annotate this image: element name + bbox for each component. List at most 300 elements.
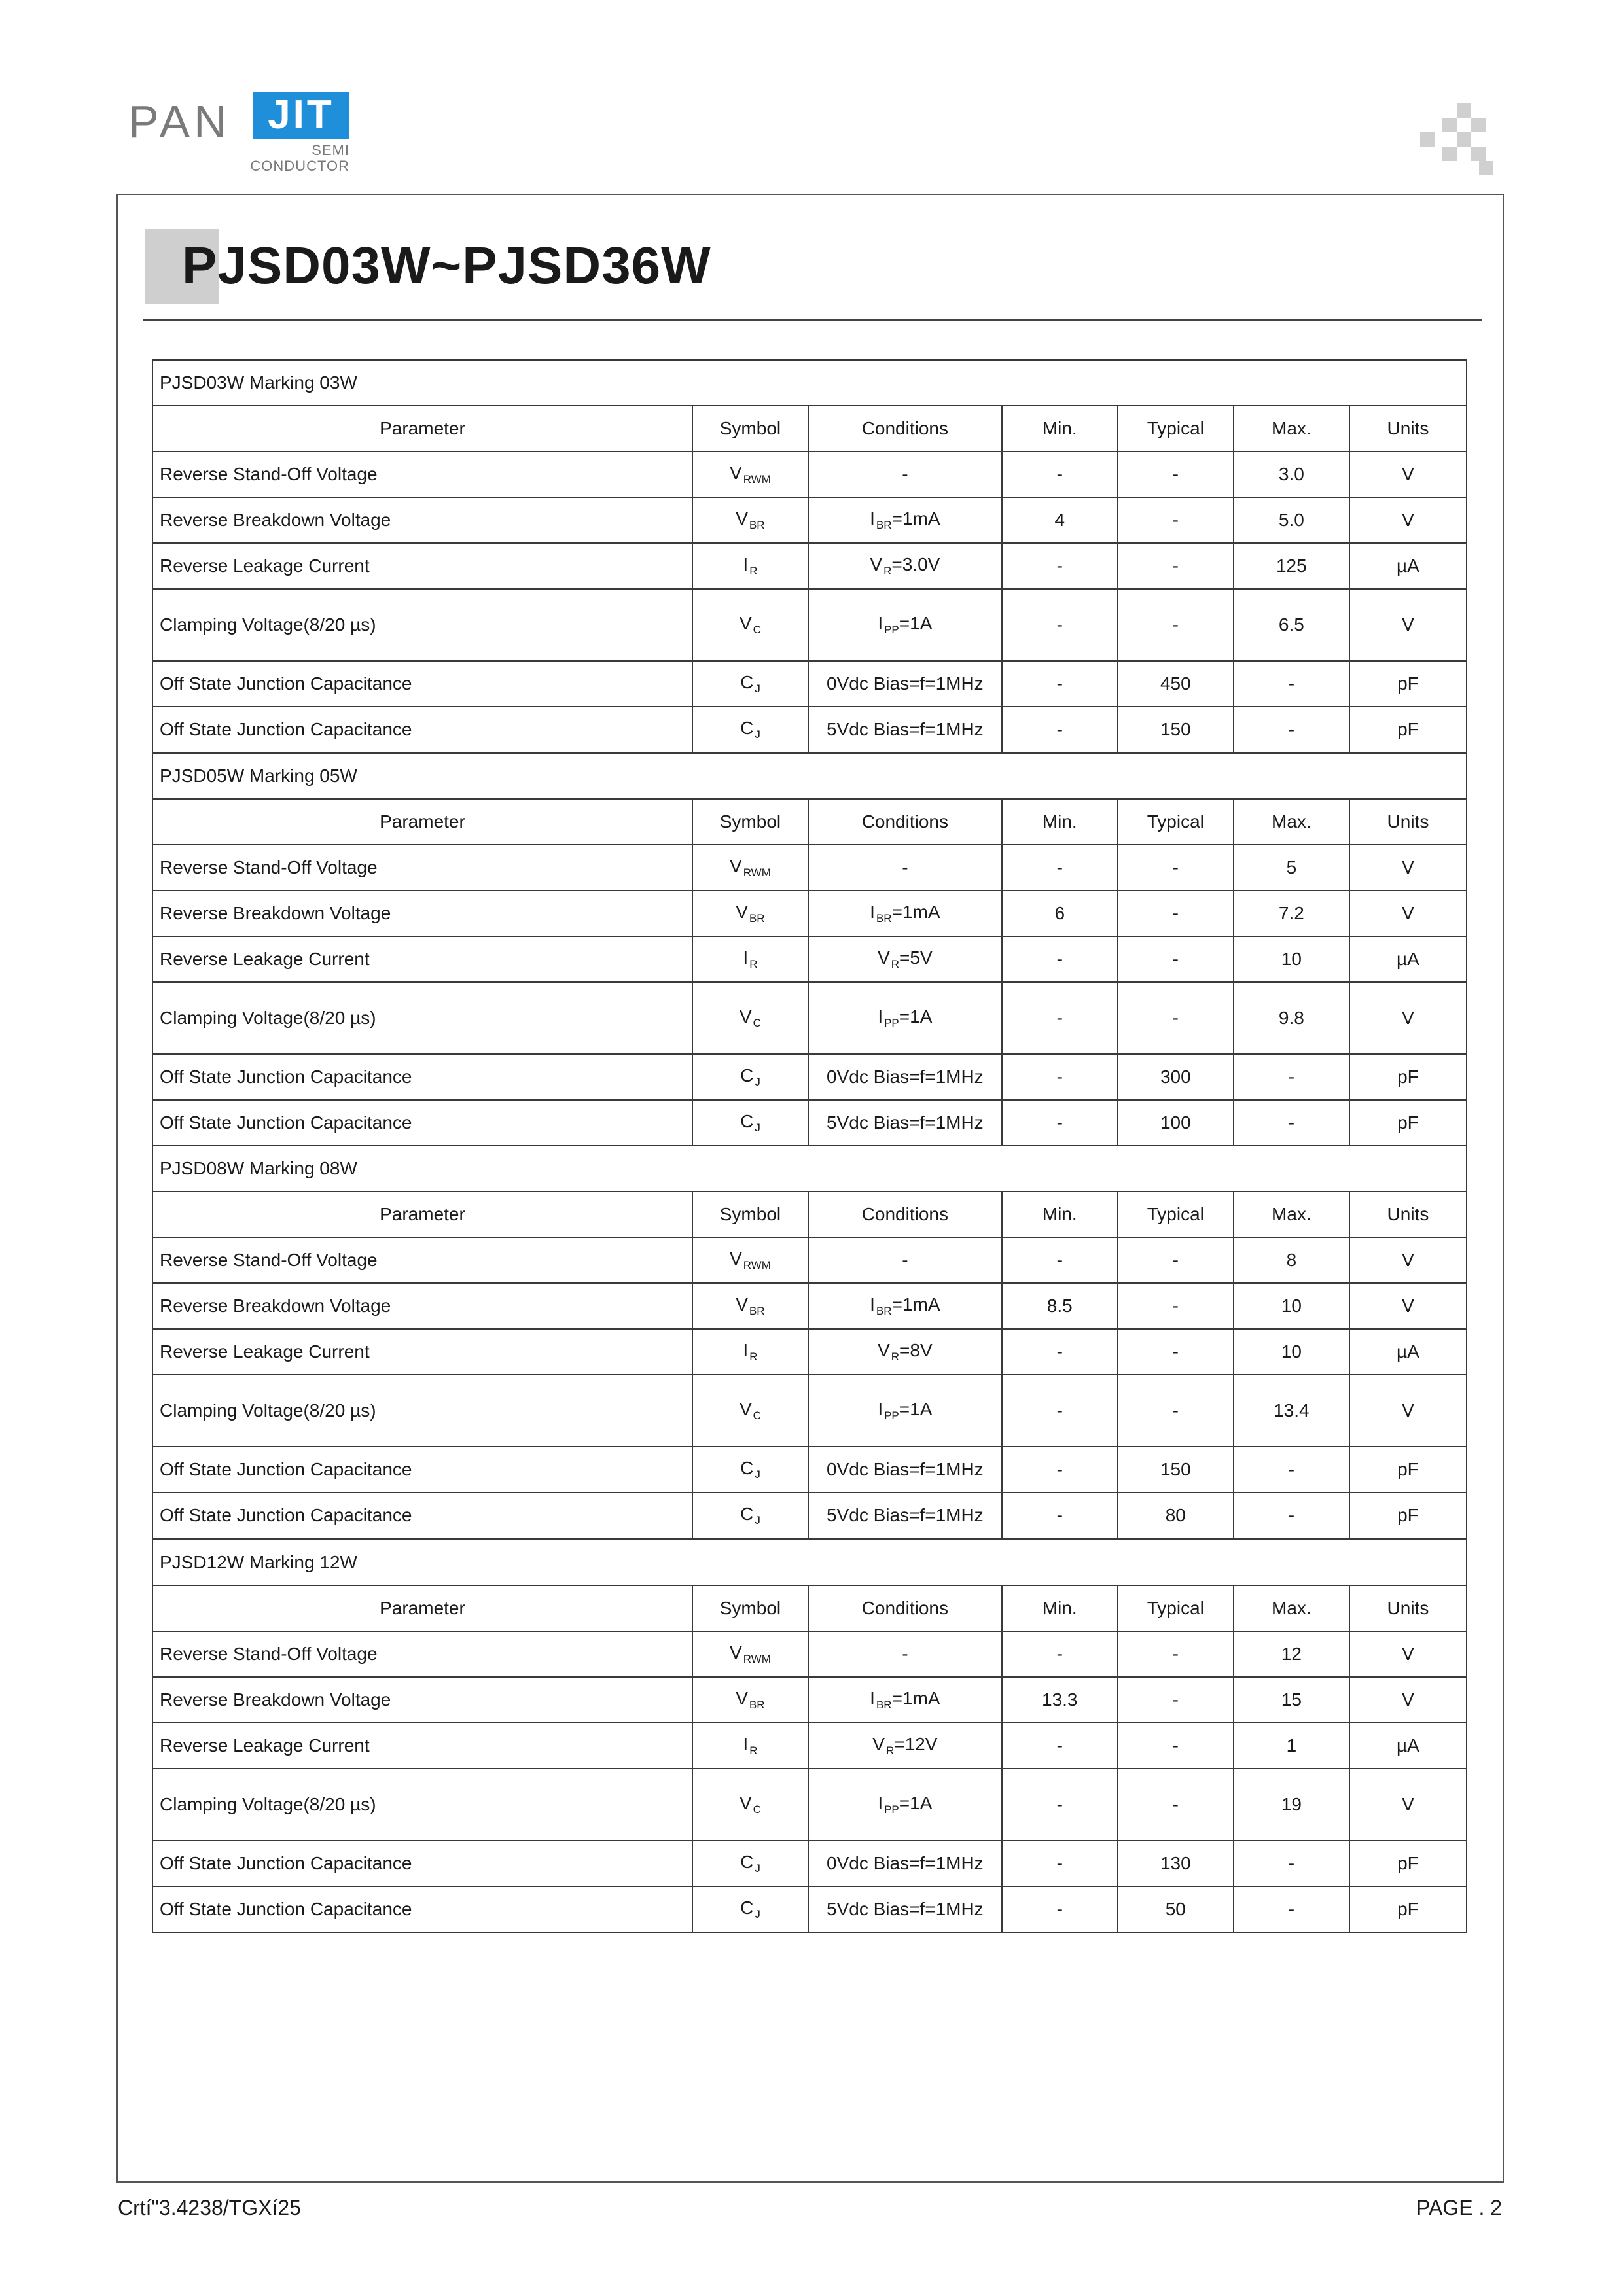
typ-cell: 450 (1118, 661, 1234, 707)
unit-cell: V (1349, 497, 1467, 543)
min-cell: 6 (1002, 891, 1118, 936)
logo-tagline-line-2: CONDUCTOR (250, 158, 349, 174)
condition-value: =12V (894, 1734, 938, 1754)
typ-cell: - (1118, 1329, 1234, 1375)
table-row (152, 1677, 1467, 1723)
typ-cell: - (1118, 1677, 1234, 1723)
unit-cell: V (1349, 1769, 1467, 1841)
column-header: Min. (1002, 799, 1118, 845)
condition-value: =5V (899, 947, 933, 968)
parameter-cell: Off State Junction Capacitance (152, 1492, 692, 1538)
conditions-cell (808, 845, 1002, 891)
table-row (152, 1841, 1467, 1886)
table-row (152, 1886, 1467, 1932)
panjit-logo (128, 92, 364, 177)
symbol-main: V (739, 1793, 752, 1813)
min-cell: - (1002, 1769, 1118, 1841)
condition-main: V (870, 554, 883, 574)
table-row (152, 1283, 1467, 1329)
conditions-cell (808, 891, 1002, 936)
condition-main: V (878, 1340, 890, 1360)
table-row (152, 1769, 1467, 1841)
condition-value: =1mA (891, 902, 940, 922)
symbol-main: C (740, 1458, 754, 1478)
unit-cell: pF (1349, 1054, 1467, 1100)
column-header: Conditions (808, 1192, 1002, 1237)
max-cell: 12 (1234, 1631, 1349, 1677)
logo-tagline (220, 143, 349, 174)
unit-cell: pF (1349, 1492, 1467, 1538)
min-cell: - (1002, 543, 1118, 589)
symbol-subscript: BR (749, 1305, 765, 1317)
typ-cell: - (1118, 1769, 1234, 1841)
max-cell: 8 (1234, 1237, 1349, 1283)
symbol-main: I (743, 947, 749, 968)
typ-cell: 130 (1118, 1841, 1234, 1886)
symbol-cell (692, 543, 808, 589)
condition-main: - (902, 464, 908, 484)
symbol-main: I (743, 554, 749, 574)
min-cell: - (1002, 707, 1118, 752)
column-header: Parameter (152, 406, 692, 451)
max-cell: 7.2 (1234, 891, 1349, 936)
typ-cell: 50 (1118, 1886, 1234, 1932)
min-cell: - (1002, 1841, 1118, 1886)
symbol-subscript: BR (749, 519, 765, 531)
min-cell: - (1002, 1723, 1118, 1769)
symbol-subscript: C (753, 1409, 761, 1422)
column-header: Min. (1002, 1585, 1118, 1631)
condition-subscript: BR (876, 1305, 892, 1317)
conditions-cell (808, 1841, 1002, 1886)
symbol-subscript: RWM (743, 866, 771, 879)
min-cell: - (1002, 1237, 1118, 1283)
parameter-cell: Off State Junction Capacitance (152, 1886, 692, 1932)
spec-table (152, 1145, 1467, 1539)
typ-cell: - (1118, 1631, 1234, 1677)
max-cell: 5.0 (1234, 497, 1349, 543)
symbol-main: V (730, 856, 742, 876)
min-cell: - (1002, 1447, 1118, 1492)
parameter-cell: Reverse Stand-Off Voltage (152, 451, 692, 497)
min-cell: - (1002, 1100, 1118, 1146)
unit-cell: V (1349, 1677, 1467, 1723)
symbol-main: V (739, 1006, 752, 1027)
symbol-subscript: C (753, 624, 761, 636)
min-cell: - (1002, 936, 1118, 982)
column-header: Max. (1234, 799, 1349, 845)
typ-cell: 150 (1118, 1447, 1234, 1492)
symbol-cell (692, 1769, 808, 1841)
table-caption: PJSD05W Marking 05W (152, 753, 1467, 799)
symbol-subscript: BR (749, 1699, 765, 1711)
condition-value: =1mA (891, 508, 940, 529)
max-cell: 3.0 (1234, 451, 1349, 497)
symbol-main: C (740, 1898, 754, 1918)
unit-cell: pF (1349, 707, 1467, 752)
condition-main: 0Vdc Bias=f=1MHz (827, 673, 984, 694)
typ-cell: 300 (1118, 1054, 1234, 1100)
symbol-main: C (740, 1065, 754, 1086)
symbol-cell (692, 936, 808, 982)
min-cell: - (1002, 1054, 1118, 1100)
conditions-cell (808, 936, 1002, 982)
typ-cell: 150 (1118, 707, 1234, 752)
parameter-cell: Off State Junction Capacitance (152, 1054, 692, 1100)
conditions-cell (808, 543, 1002, 589)
typ-cell: - (1118, 1237, 1234, 1283)
column-header: Conditions (808, 1585, 1002, 1631)
symbol-subscript: J (755, 1908, 760, 1920)
max-cell: 19 (1234, 1769, 1349, 1841)
condition-subscript: BR (876, 1699, 892, 1711)
max-cell: - (1234, 707, 1349, 752)
condition-main: 0Vdc Bias=f=1MHz (827, 1459, 984, 1479)
min-cell: - (1002, 1329, 1118, 1375)
column-header: Min. (1002, 1192, 1118, 1237)
symbol-cell (692, 589, 808, 661)
condition-value: =1A (899, 613, 933, 633)
symbol-subscript: J (755, 1514, 760, 1527)
unit-cell: µA (1349, 543, 1467, 589)
table-row (152, 497, 1467, 543)
condition-main: - (902, 857, 908, 877)
parameter-cell: Reverse Breakdown Voltage (152, 1677, 692, 1723)
typ-cell: - (1118, 1375, 1234, 1447)
conditions-cell (808, 1100, 1002, 1146)
symbol-cell (692, 1886, 808, 1932)
conditions-cell (808, 1631, 1002, 1677)
table-caption: PJSD08W Marking 08W (152, 1146, 1467, 1192)
parameter-cell: Off State Junction Capacitance (152, 1841, 692, 1886)
parameter-cell: Off State Junction Capacitance (152, 707, 692, 752)
max-cell: - (1234, 661, 1349, 707)
symbol-subscript: RWM (743, 1259, 771, 1271)
symbol-subscript: C (753, 1803, 761, 1816)
condition-subscript: R (891, 958, 900, 970)
symbol-main: C (740, 672, 754, 692)
max-cell: 9.8 (1234, 982, 1349, 1054)
symbol-cell (692, 1841, 808, 1886)
condition-subscript: PP (884, 1803, 899, 1816)
min-cell: - (1002, 1492, 1118, 1538)
unit-cell: µA (1349, 936, 1467, 982)
max-cell: 6.5 (1234, 589, 1349, 661)
symbol-cell (692, 1631, 808, 1677)
column-header: Conditions (808, 799, 1002, 845)
min-cell: - (1002, 1375, 1118, 1447)
symbol-cell (692, 1447, 808, 1492)
max-cell: - (1234, 1886, 1349, 1932)
condition-main: - (902, 1644, 908, 1664)
max-cell: 10 (1234, 936, 1349, 982)
condition-main: 5Vdc Bias=f=1MHz (827, 1112, 984, 1133)
logo-text-jit: JIT (253, 92, 349, 139)
symbol-main: V (736, 1294, 748, 1315)
max-cell: 125 (1234, 543, 1349, 589)
typ-cell: - (1118, 845, 1234, 891)
condition-subscript: BR (876, 519, 892, 531)
min-cell: - (1002, 451, 1118, 497)
logo-tagline-line-1: SEMI (312, 142, 349, 158)
max-cell: 5 (1234, 845, 1349, 891)
typ-cell: - (1118, 451, 1234, 497)
symbol-cell (692, 845, 808, 891)
symbol-main: V (730, 463, 742, 483)
column-header: Conditions (808, 406, 1002, 451)
condition-subscript: R (883, 565, 892, 577)
column-header: Units (1349, 799, 1467, 845)
max-cell: 10 (1234, 1329, 1349, 1375)
typ-cell: - (1118, 497, 1234, 543)
table-header-row (152, 1585, 1467, 1631)
symbol-cell (692, 1329, 808, 1375)
symbol-cell (692, 1375, 808, 1447)
column-header: Max. (1234, 1192, 1349, 1237)
parameter-cell: Reverse Leakage Current (152, 936, 692, 982)
parameter-cell: Clamping Voltage(8/20 µs) (152, 589, 692, 661)
condition-value: =1A (899, 1793, 933, 1813)
page-number: PAGE . 2 (1416, 2196, 1503, 2219)
symbol-subscript: J (755, 1862, 760, 1875)
unit-cell: pF (1349, 661, 1467, 707)
spec-section-2 (152, 1145, 1467, 1539)
conditions-cell (808, 589, 1002, 661)
table-header-row (152, 1192, 1467, 1237)
table-row (152, 1631, 1467, 1677)
column-header: Symbol (692, 1585, 808, 1631)
unit-cell: V (1349, 845, 1467, 891)
spec-table (152, 1539, 1467, 1933)
conditions-cell (808, 1492, 1002, 1538)
symbol-cell (692, 497, 808, 543)
condition-subscript: PP (884, 1409, 899, 1422)
condition-main: 0Vdc Bias=f=1MHz (827, 1853, 984, 1873)
parameter-cell: Reverse Stand-Off Voltage (152, 1631, 692, 1677)
condition-main: I (870, 508, 875, 529)
condition-main: I (878, 1793, 883, 1813)
parameter-cell: Reverse Leakage Current (152, 1329, 692, 1375)
conditions-cell (808, 1054, 1002, 1100)
conditions-cell (808, 661, 1002, 707)
conditions-cell (808, 982, 1002, 1054)
min-cell: 13.3 (1002, 1677, 1118, 1723)
symbol-cell (692, 1100, 808, 1146)
min-cell: 8.5 (1002, 1283, 1118, 1329)
max-cell: 10 (1234, 1283, 1349, 1329)
symbol-subscript: C (753, 1017, 761, 1029)
condition-main: 5Vdc Bias=f=1MHz (827, 1505, 984, 1525)
unit-cell: pF (1349, 1886, 1467, 1932)
symbol-subscript: J (755, 1122, 760, 1134)
max-cell: - (1234, 1100, 1349, 1146)
symbol-subscript: RWM (743, 1653, 771, 1665)
condition-main: V (878, 947, 890, 968)
conditions-cell (808, 497, 1002, 543)
page-title: PJSD03W~PJSD36W (182, 236, 711, 294)
symbol-cell (692, 1677, 808, 1723)
symbol-main: I (743, 1734, 749, 1754)
spec-section-3 (152, 1539, 1467, 1933)
symbol-main: C (740, 1111, 754, 1131)
condition-main: 5Vdc Bias=f=1MHz (827, 719, 984, 739)
spec-section-0 (152, 359, 1467, 753)
condition-main: 0Vdc Bias=f=1MHz (827, 1067, 984, 1087)
table-row (152, 1054, 1467, 1100)
unit-cell: V (1349, 1375, 1467, 1447)
condition-subscript: PP (884, 624, 899, 636)
conditions-cell (808, 707, 1002, 752)
symbol-subscript: J (755, 682, 760, 695)
typ-cell: - (1118, 589, 1234, 661)
conditions-cell (808, 1447, 1002, 1492)
conditions-cell (808, 1886, 1002, 1932)
spec-table (152, 359, 1467, 753)
condition-value: =1mA (891, 1688, 940, 1708)
table-row (152, 1237, 1467, 1283)
parameter-cell: Clamping Voltage(8/20 µs) (152, 1769, 692, 1841)
condition-subscript: R (885, 1744, 895, 1757)
condition-value: =1A (899, 1006, 933, 1027)
spec-section-1 (152, 752, 1467, 1146)
min-cell: - (1002, 982, 1118, 1054)
symbol-subscript: R (749, 1351, 758, 1363)
parameter-cell: Reverse Breakdown Voltage (152, 891, 692, 936)
unit-cell: V (1349, 982, 1467, 1054)
condition-subscript: BR (876, 912, 892, 925)
symbol-main: V (739, 1399, 752, 1419)
min-cell: - (1002, 845, 1118, 891)
condition-main: V (872, 1734, 885, 1754)
max-cell: 15 (1234, 1677, 1349, 1723)
parameter-cell: Off State Junction Capacitance (152, 661, 692, 707)
symbol-cell (692, 891, 808, 936)
parameter-cell: Reverse Leakage Current (152, 543, 692, 589)
table-row (152, 707, 1467, 752)
symbol-main: I (743, 1340, 749, 1360)
table-row (152, 451, 1467, 497)
column-header: Parameter (152, 799, 692, 845)
unit-cell: µA (1349, 1329, 1467, 1375)
symbol-cell (692, 661, 808, 707)
column-header: Units (1349, 406, 1467, 451)
parameter-cell: Off State Junction Capacitance (152, 1100, 692, 1146)
symbol-subscript: R (749, 565, 758, 577)
table-row (152, 982, 1467, 1054)
typ-cell: - (1118, 891, 1234, 936)
unit-cell: V (1349, 1283, 1467, 1329)
max-cell: - (1234, 1054, 1349, 1100)
symbol-subscript: J (755, 1076, 760, 1088)
symbol-subscript: R (749, 958, 758, 970)
max-cell: 13.4 (1234, 1375, 1349, 1447)
parameter-cell: Reverse Breakdown Voltage (152, 497, 692, 543)
condition-main: I (870, 902, 875, 922)
max-cell: - (1234, 1447, 1349, 1492)
symbol-subscript: J (755, 1468, 760, 1481)
symbol-main: C (740, 718, 754, 738)
conditions-cell (808, 1375, 1002, 1447)
document-id: Crtí"3.4238/TGXí25 (118, 2196, 301, 2219)
unit-cell: V (1349, 891, 1467, 936)
symbol-main: C (740, 1852, 754, 1872)
condition-value: =8V (899, 1340, 933, 1360)
condition-main: 5Vdc Bias=f=1MHz (827, 1899, 984, 1919)
conditions-cell (808, 1723, 1002, 1769)
unit-cell: pF (1349, 1100, 1467, 1146)
column-header: Symbol (692, 406, 808, 451)
condition-main: I (878, 613, 883, 633)
condition-main: I (870, 1294, 875, 1315)
unit-cell: µA (1349, 1723, 1467, 1769)
symbol-cell (692, 1054, 808, 1100)
symbol-cell (692, 1283, 808, 1329)
typ-cell: - (1118, 543, 1234, 589)
symbol-main: V (736, 508, 748, 529)
table-caption: PJSD03W Marking 03W (152, 360, 1467, 406)
logo-text-pan: PAN (128, 96, 231, 147)
symbol-cell (692, 707, 808, 752)
column-header: Symbol (692, 799, 808, 845)
condition-value: =1A (899, 1399, 933, 1419)
unit-cell: V (1349, 451, 1467, 497)
parameter-cell: Reverse Leakage Current (152, 1723, 692, 1769)
max-cell: - (1234, 1841, 1349, 1886)
table-row (152, 543, 1467, 589)
column-header: Symbol (692, 1192, 808, 1237)
unit-cell: pF (1349, 1841, 1467, 1886)
symbol-main: V (736, 902, 748, 922)
table-header-row (152, 799, 1467, 845)
conditions-cell (808, 451, 1002, 497)
parameter-cell: Clamping Voltage(8/20 µs) (152, 982, 692, 1054)
condition-main: - (902, 1250, 908, 1270)
table-row (152, 1329, 1467, 1375)
typ-cell: 80 (1118, 1492, 1234, 1538)
min-cell: - (1002, 661, 1118, 707)
symbol-cell (692, 982, 808, 1054)
table-row (152, 891, 1467, 936)
conditions-cell (808, 1329, 1002, 1375)
condition-value: =1mA (891, 1294, 940, 1315)
condition-main: I (878, 1399, 883, 1419)
spec-table (152, 752, 1467, 1146)
symbol-cell (692, 451, 808, 497)
max-cell: - (1234, 1492, 1349, 1538)
typ-cell: - (1118, 936, 1234, 982)
symbol-cell (692, 1723, 808, 1769)
symbol-cell (692, 1237, 808, 1283)
column-header: Max. (1234, 406, 1349, 451)
symbol-subscript: RWM (743, 473, 771, 486)
condition-value: =3.0V (891, 554, 940, 574)
column-header: Max. (1234, 1585, 1349, 1631)
parameter-cell: Reverse Breakdown Voltage (152, 1283, 692, 1329)
condition-main: I (878, 1006, 883, 1027)
conditions-cell (808, 1769, 1002, 1841)
table-row (152, 1100, 1467, 1146)
symbol-main: C (740, 1504, 754, 1524)
min-cell: - (1002, 1631, 1118, 1677)
column-header: Typical (1118, 1192, 1234, 1237)
parameter-cell: Reverse Stand-Off Voltage (152, 845, 692, 891)
condition-main: I (870, 1688, 875, 1708)
parameter-cell: Off State Junction Capacitance (152, 1447, 692, 1492)
column-header: Typical (1118, 1585, 1234, 1631)
typ-cell: - (1118, 1723, 1234, 1769)
conditions-cell (808, 1677, 1002, 1723)
column-header: Typical (1118, 406, 1234, 451)
